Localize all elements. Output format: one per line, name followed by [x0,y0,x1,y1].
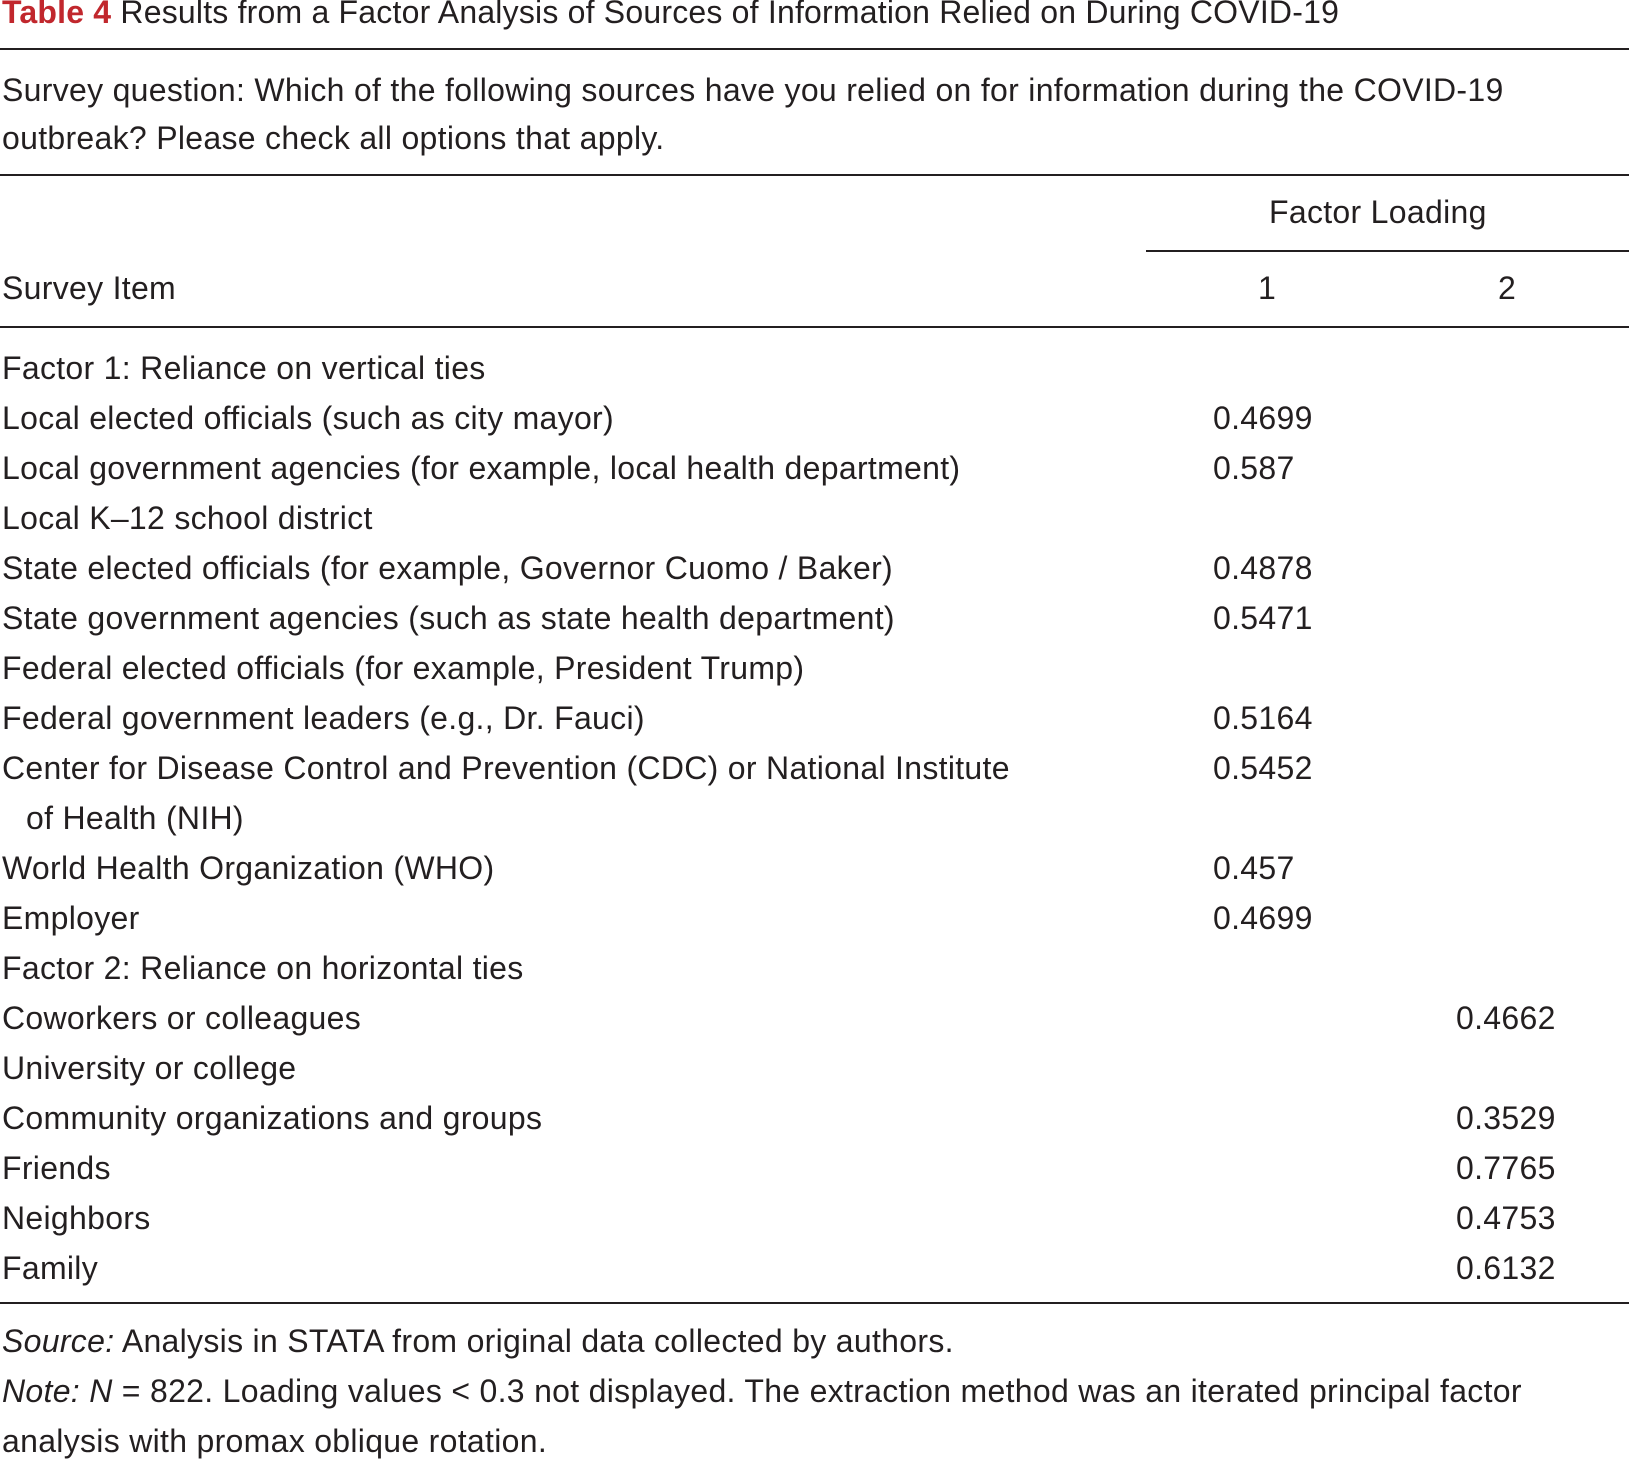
table-row [0,1193,1629,1243]
survey-item-cell [2,593,1102,643]
factor-1-loading: 0.587 [1213,450,1295,486]
table-row [0,543,1629,593]
table-row [0,1243,1629,1293]
survey-item-cell [2,843,1102,893]
note-text: = 822. Loading values < 0.3 not displayed. The extraction method was an iterated principal factor analysis with promax oblique rotation. [2,1373,1522,1459]
note-label: Note: [2,1373,80,1409]
table-row [0,943,1629,993]
survey-item-text: State government agencies (such as state health department) [2,600,895,636]
table-row [0,693,1629,743]
table-row [0,393,1629,443]
table-row [0,843,1629,893]
survey-item-cell [2,1093,1102,1143]
table-row [0,1143,1629,1193]
table-title: Results from a Factor Analysis of Sources of Information Relied on During COVID-19 [120,0,1340,30]
table-row [0,993,1629,1043]
survey-item-continuation: of Health (NIH) [26,800,244,836]
factor-1-loading: 0.5164 [1213,700,1313,736]
bottom-rule [0,1302,1629,1304]
survey-item-text: Federal elected officials (for example, President Trump) [2,650,805,686]
survey-item-text: Employer [2,900,140,936]
survey-item-cell [2,693,1102,743]
factor-1-loading: 0.457 [1213,850,1295,886]
table-row [0,1043,1629,1093]
survey-item-text: Friends [2,1150,111,1186]
table-row [0,593,1629,643]
survey-item-text: Local elected officials (such as city mayor) [2,400,614,436]
survey-item-text: World Health Organization (WHO) [2,850,495,886]
table-row [0,493,1629,543]
factor-2-loading: 0.6132 [1456,1250,1556,1286]
table-row [0,343,1629,393]
factor-2-header: 2 [1498,270,1517,306]
survey-item-text: Neighbors [2,1200,151,1236]
table-body [0,343,1629,1293]
survey-item-cell [2,343,1102,393]
survey-item-text: Community organizations and groups [2,1100,543,1136]
note-n-label: N [89,1373,113,1409]
top-rule [0,48,1629,50]
method-note [2,1366,1622,1466]
survey-item-cell [2,643,1102,693]
survey-item-cell [2,743,1102,843]
survey-item-cell [2,993,1102,1043]
table-number: Table 4 [2,0,112,30]
table-row [0,1093,1629,1143]
survey-item-text: Family [2,1250,99,1286]
factor-1-header: 1 [1258,270,1277,306]
survey-item-cell [2,1243,1102,1293]
survey-item-text: State elected officials (for example, Governor Cuomo / Baker) [2,550,893,586]
survey-item-cell [2,1143,1102,1193]
survey-item-text: Local government agencies (for example, local health department) [2,450,961,486]
factor-1-loading: 0.4878 [1213,550,1313,586]
question-rule [0,174,1629,176]
survey-item-text: Factor 1: Reliance on vertical ties [2,350,486,386]
survey-item-header: Survey Item [2,270,177,306]
survey-item-cell [2,893,1102,943]
factor-2-loading: 0.4753 [1456,1200,1556,1236]
survey-item-text: Federal government leaders (e.g., Dr. Fauci) [2,700,645,736]
table-row [0,643,1629,693]
survey-item-cell [2,393,1102,443]
factor-2-loading: 0.7765 [1456,1150,1556,1186]
source-label: Source: [2,1323,115,1359]
survey-item-text: Center for Disease Control and Prevention (CDC) or National Institute [2,750,1010,786]
survey-item-cell [2,1193,1102,1243]
survey-item-text: Local K–12 school district [2,500,373,536]
survey-item-cell [2,443,1102,493]
factor-1-loading: 0.4699 [1213,900,1313,936]
survey-item-text: Coworkers or colleagues [2,1000,362,1036]
factor-2-loading: 0.3529 [1456,1100,1556,1136]
factor-1-loading: 0.5452 [1213,750,1313,786]
factor-2-loading: 0.4662 [1456,1000,1556,1036]
table-notes [2,1316,1622,1466]
table-row [0,893,1629,943]
source-note [2,1316,1622,1366]
source-text: Analysis in STATA from original data collected by authors. [114,1323,954,1359]
survey-item-cell [2,493,1102,543]
table-row [0,743,1629,843]
factor-1-loading: 0.5471 [1213,600,1313,636]
survey-item-cell [2,543,1102,593]
header-rule [0,326,1629,328]
factor-1-loading: 0.4699 [1213,400,1313,436]
survey-item-text: Factor 2: Reliance on horizontal ties [2,950,524,986]
survey-item-text: University or college [2,1050,297,1086]
survey-item-cell [2,943,1102,993]
survey-question: Survey question: Which of the following sources have you relied on for information during the COVID-19 outbreak? Please check all options that apply. [2,72,1504,156]
factor-loading-rule [1146,250,1629,252]
table-caption [2,0,1339,31]
table-row [0,443,1629,493]
survey-item-cell [2,1043,1102,1093]
factor-loading-header: Factor Loading [1269,194,1487,230]
